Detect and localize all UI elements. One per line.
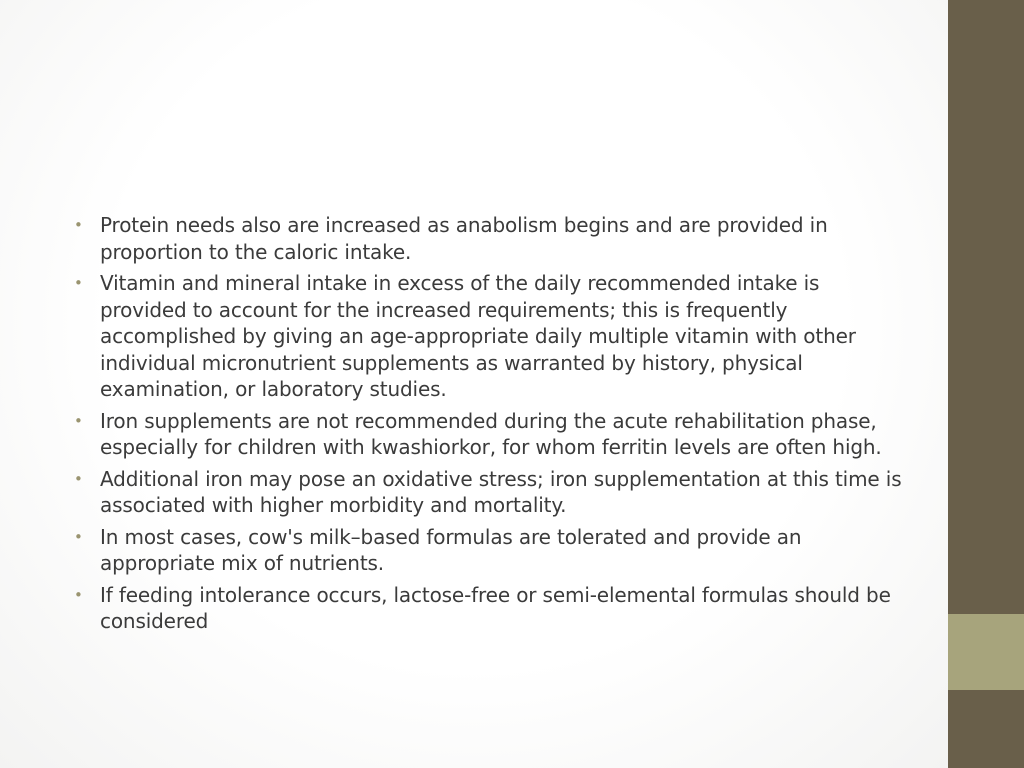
bullet-text: Vitamin and mineral intake in excess of the daily recommended intake is provided to account for the increased requirements; this is frequently accomplished by giving an age-appropriate daily multiple vitamin with other individual micronutrient supplements as warranted by history, physical examination, or laboratory studies. xyxy=(100,271,856,401)
bullet-text: In most cases, cow's milk–based formulas are tolerated and provide an appropriate mix of nutrients. xyxy=(100,524,802,575)
sidebar-bar xyxy=(948,0,1024,768)
slide-body xyxy=(72,212,902,640)
bullet-item xyxy=(72,466,902,519)
bullet-item xyxy=(72,408,902,461)
bullet-text: Protein needs also are increased as anabolism begins and are provided in proportion to the caloric intake. xyxy=(100,213,828,264)
bullet-text: Additional iron may pose an oxidative stress; iron supplementation at this time is associated with higher morbidity and mortality. xyxy=(100,466,902,517)
bullet-item xyxy=(72,524,902,577)
bullet-dot-icon: • xyxy=(74,527,83,546)
bullet-dot-icon: • xyxy=(74,411,83,430)
bullet-dot-icon: • xyxy=(74,274,83,292)
sidebar-accent-block xyxy=(948,614,1024,690)
bullet-item xyxy=(72,582,902,635)
bullet-dot-icon: • xyxy=(74,469,83,488)
bullet-item xyxy=(72,212,902,265)
bullet-dot-icon: • xyxy=(74,585,83,604)
bullet-dot-icon: • xyxy=(74,216,83,234)
bullet-text: Iron supplements are not recommended during the acute rehabilitation phase, especially for children with kwashiorkor, for whom ferritin levels are often high. xyxy=(100,408,882,459)
bullet-text: If feeding intolerance occurs, lactose-free or semi-elemental formulas should be considered xyxy=(100,582,891,633)
bullet-item xyxy=(72,270,902,403)
bullet-list xyxy=(72,212,902,635)
